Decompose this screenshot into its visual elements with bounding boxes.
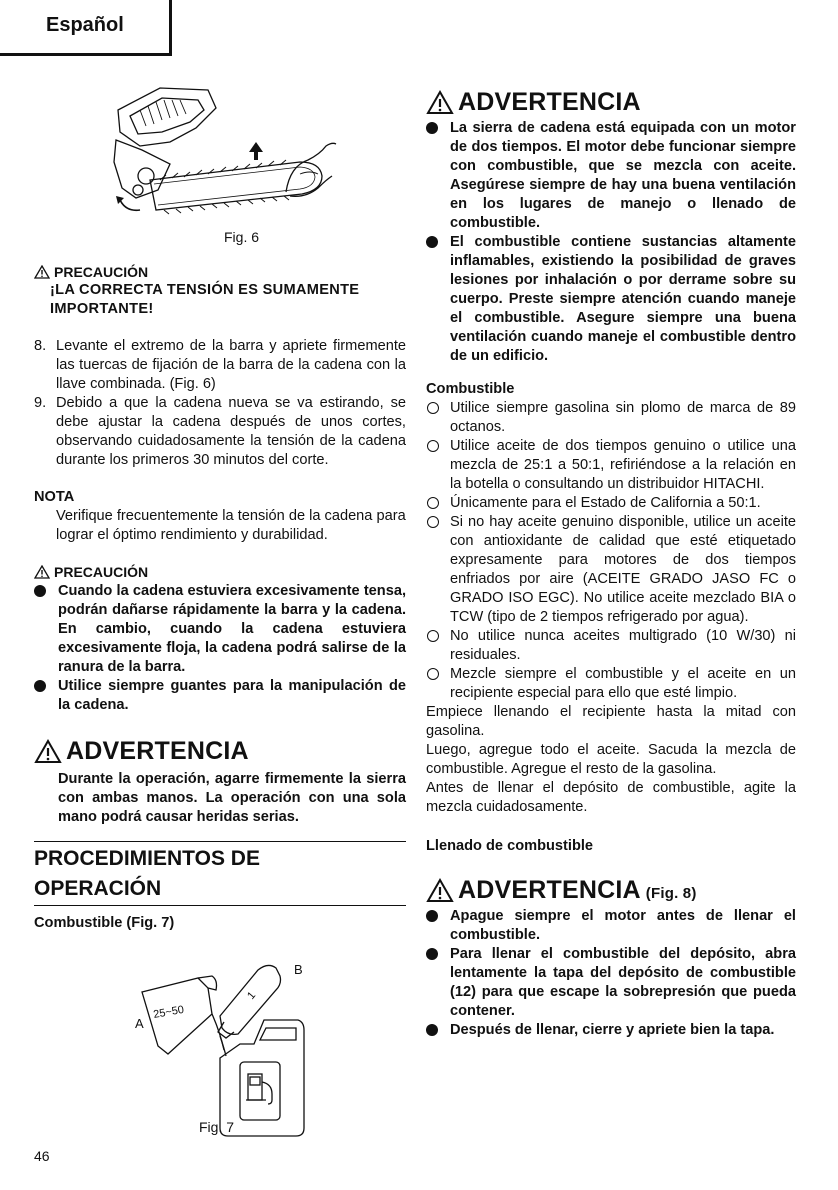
list-item: El combustible contiene sustancias altamente inflamables, existiendo la posibilidad de graves lesiones por inhalación o por derrame sobre su cuerpo. Preste siempre atención cuando maneje el combustible. Asegure siempre una buena ventilación cuando maneje el combustible dentro de un edificio. bbox=[426, 233, 796, 366]
section-title: PROCEDIMIENTOS DE OPERACIÓN bbox=[34, 847, 260, 900]
warning-triangle-icon bbox=[34, 265, 50, 279]
warning-triangle-icon bbox=[426, 878, 454, 903]
nota-block bbox=[34, 488, 406, 545]
warning-block-right-2 bbox=[426, 876, 796, 1040]
fuel-heading: Combustible bbox=[426, 381, 515, 397]
mixing-paragraph: Empiece llenando el recipiente hasta la mitad con gasolina. bbox=[426, 704, 796, 739]
warning-list bbox=[426, 907, 796, 1040]
nota-label: NOTA bbox=[34, 489, 75, 505]
precaution-block-2 bbox=[34, 564, 406, 715]
warning-triangle-icon bbox=[34, 739, 62, 764]
list-item: Si no hay aceite genuino disponible, utilice un aceite con antioxidante de calidad que esté etiquetado expresamente para motores de dos tiempos enfriados por aire (ACEITE GRADO JASO FC o GRADO ISO EGC). No utilice aceite mezclado BIA o TCW (tipo de 2 tiempos refrigerado por agua). bbox=[426, 513, 796, 627]
warning-block-right-1 bbox=[426, 88, 796, 366]
sub-heading: Combustible (Fig. 7) bbox=[34, 915, 175, 931]
fig7-label-b: B bbox=[294, 962, 303, 977]
warning-block-left bbox=[34, 737, 406, 827]
list-item: 9. Debido a que la cadena nueva se va estirando, se debe ajustar la cadena después de unos cortes, observando cuidadosamente la tensión de la cadena durante los primeros 30 minutos del corte. bbox=[34, 395, 406, 468]
steps-list bbox=[34, 337, 406, 470]
warning-label: ADVERTENCIA bbox=[458, 876, 641, 904]
warning-triangle-icon bbox=[426, 90, 454, 115]
warning-triangle-icon bbox=[34, 565, 50, 579]
fig6-caption: Fig. 6 bbox=[224, 229, 260, 245]
list-item: Únicamente para el Estado de California a 50:1. bbox=[426, 494, 796, 513]
warning-text: Durante la operación, agarre firmemente la sierra con ambas manos. La operación con una sola mano podrá causar heridas serias. bbox=[58, 771, 406, 825]
language-label: Español bbox=[46, 14, 124, 36]
list-item: No utilice nunca aceites multigrado (10 W/30) ni residuales. bbox=[426, 627, 796, 665]
list-item: La sierra de cadena está equipada con un motor de dos tiempos. El motor debe funcionar siempre con combustible, que se mezcla con aceite. Asegúrese siempre de hay una buena ventilación en los lugares de manejo o llenado de combustible. bbox=[426, 119, 796, 233]
nota-text: Verifique frecuentemente la tensión de la cadena para lograr el óptimo rendimiento y durabilidad. bbox=[56, 508, 406, 543]
fuel-list bbox=[426, 399, 796, 703]
warning-label: ADVERTENCIA bbox=[458, 88, 641, 116]
warning-label: ADVERTENCIA bbox=[66, 737, 249, 765]
warning-list bbox=[426, 119, 796, 366]
left-column bbox=[34, 264, 406, 933]
fig7-caption: Fig. 7 bbox=[199, 1119, 235, 1135]
fig7-one-label: 1 bbox=[245, 989, 259, 1002]
precaution-text: ¡LA CORRECTA TENSIÓN ES SUMAMENTE IMPORTANTE! bbox=[50, 282, 360, 317]
mixing-paragraph: Antes de llenar el depósito de combustible, agite la mezcla cuidadosamente. bbox=[426, 780, 796, 815]
list-item: Apague siempre el motor antes de llenar el combustible. bbox=[426, 907, 796, 945]
mixing-paragraph: Luego, agregue todo el aceite. Sacuda la mezcla de combustible. Agregue el resto de la gasolina. bbox=[426, 742, 796, 777]
page-number: 46 bbox=[34, 1148, 50, 1164]
precaution-list bbox=[34, 582, 406, 715]
fig7-label-a: A bbox=[135, 1016, 144, 1031]
list-item: Utilice siempre gasolina sin plomo de marca de 89 octanos. bbox=[426, 399, 796, 437]
precaution-label: PRECAUCIÓN bbox=[54, 564, 149, 580]
list-item: Cuando la cadena estuviera excesivamente tensa, podrán dañarse rápidamente la barra y la cadena. En cambio, cuando la cadena estuviera excesivamente floja, la cadena podrá salirse de la ranura de la barra. bbox=[34, 582, 406, 677]
language-tab bbox=[0, 0, 172, 56]
list-item: Mezcle siempre el combustible y el aceite en un recipiente especial para ello que esté limpio. bbox=[426, 665, 796, 703]
section-rule-top bbox=[34, 841, 406, 842]
precaution-block-1 bbox=[34, 264, 406, 319]
warning-figref: (Fig. 8) bbox=[645, 884, 697, 902]
list-item: Utilice siempre guantes para la manipulación de la cadena. bbox=[34, 677, 406, 715]
precaution-label: PRECAUCIÓN bbox=[54, 264, 149, 280]
fill-heading: Llenado de combustible bbox=[426, 838, 594, 854]
list-item: Después de llenar, cierre y apriete bien la tapa. bbox=[426, 1021, 796, 1040]
section-rule-bottom bbox=[34, 905, 406, 906]
fuel-mixing-figure bbox=[128, 956, 318, 1144]
fig7-ratio-label: 25~50 bbox=[152, 1003, 185, 1021]
chainsaw-tension-figure bbox=[100, 80, 340, 228]
list-item: 8. Levante el extremo de la barra y apriete firmemente las tuercas de fijación de la barra de la cadena con la llave combinada. (Fig. 6) bbox=[34, 338, 406, 392]
list-item: Utilice aceite de dos tiempos genuino o utilice una mezcla de 25:1 a 50:1, refiriéndose a la relación en la botella o consultando un distribuidor HITACHI. bbox=[426, 437, 796, 494]
list-item: Para llenar el combustible del depósito, abra lentamente la tapa del depósito de combustible (12) para que escape la sobrepresión que pueda contener. bbox=[426, 945, 796, 1021]
right-column bbox=[426, 88, 796, 1040]
